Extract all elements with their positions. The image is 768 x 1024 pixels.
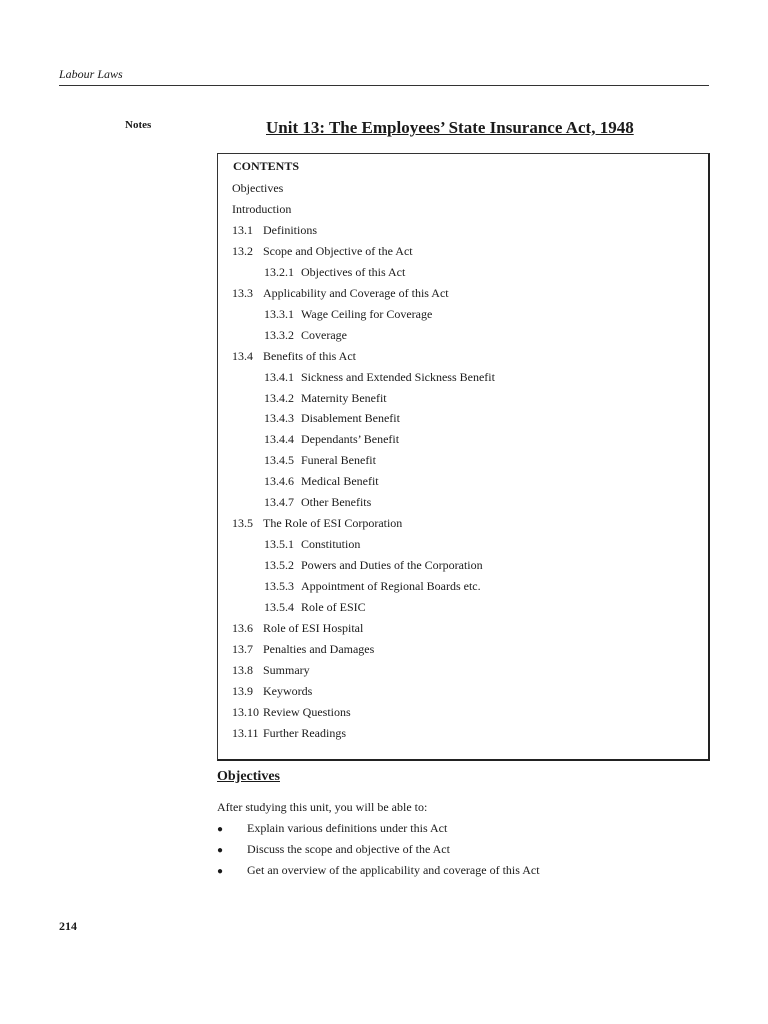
toc-item-number: 13.4 bbox=[232, 348, 253, 363]
toc-item-number: 13.2.1 bbox=[264, 264, 294, 279]
toc-item-label: Summary bbox=[263, 662, 310, 677]
objective-text: Explain various definitions under this Act bbox=[247, 821, 448, 835]
toc-item-number: 13.5 bbox=[232, 516, 253, 531]
toc-item bbox=[232, 200, 291, 218]
toc-item-label: Objectives of this Act bbox=[301, 264, 406, 279]
notes-label: Notes bbox=[125, 119, 152, 131]
bullet-icon: ● bbox=[217, 824, 224, 835]
toc-item bbox=[232, 242, 413, 260]
toc-item-number: 13.9 bbox=[232, 683, 253, 698]
toc-item bbox=[264, 556, 483, 574]
toc-item bbox=[264, 326, 347, 344]
toc-item-number: 13.4.4 bbox=[264, 432, 294, 447]
toc-item bbox=[264, 493, 371, 511]
objective-item bbox=[217, 863, 540, 878]
toc-item bbox=[264, 409, 400, 427]
toc-item-label: Applicability and Coverage of this Act bbox=[263, 285, 449, 300]
toc-item-label: Disablement Benefit bbox=[301, 411, 400, 426]
toc-item-number: 13.5.1 bbox=[264, 537, 294, 552]
toc-item-number: 13.5.2 bbox=[264, 558, 294, 573]
page-number: 214 bbox=[59, 919, 77, 933]
objective-text: Get an overview of the applicability and coverage of this Act bbox=[247, 863, 540, 877]
toc-item-label: Introduction bbox=[232, 201, 292, 216]
toc-item-label: Objectives bbox=[232, 181, 284, 195]
toc-item-number: 13.3.2 bbox=[264, 327, 294, 342]
contents-box bbox=[217, 153, 710, 761]
toc-item bbox=[232, 179, 283, 197]
toc-item-label: Penalties and Damages bbox=[263, 641, 375, 656]
objectives-intro: After studying this unit, you will be able to: bbox=[217, 800, 428, 814]
toc-item-number: 13.4.1 bbox=[264, 369, 294, 384]
toc-item-label: Further Readings bbox=[263, 725, 346, 740]
toc-item-label: Benefits of this Act bbox=[263, 348, 356, 363]
toc-item bbox=[264, 535, 360, 553]
toc-item bbox=[264, 389, 387, 407]
toc-item bbox=[264, 430, 399, 448]
toc-item bbox=[232, 347, 356, 365]
toc-item-number: 13.3 bbox=[232, 285, 253, 300]
toc-item bbox=[232, 661, 310, 679]
toc-item bbox=[264, 263, 405, 281]
bullet-icon: ● bbox=[217, 866, 224, 877]
toc-item-label: Coverage bbox=[301, 327, 347, 342]
toc-item-label: Role of ESIC bbox=[301, 600, 366, 614]
toc-item-number: 13.8 bbox=[232, 662, 253, 677]
toc-item-number: 13.1 bbox=[232, 222, 253, 237]
toc-item-number: 13.7 bbox=[232, 641, 253, 656]
toc-item bbox=[264, 305, 432, 323]
toc-item bbox=[232, 682, 312, 700]
toc-item-number: 13.4.5 bbox=[264, 453, 294, 468]
toc-item-label: Medical Benefit bbox=[301, 474, 379, 489]
toc-item-number: 13.2 bbox=[232, 243, 253, 258]
toc-item bbox=[232, 514, 402, 532]
toc-item-number: 13.3.1 bbox=[264, 306, 294, 321]
toc-item bbox=[264, 368, 495, 386]
toc-item-number: 13.5.4 bbox=[264, 600, 294, 614]
running-head: Labour Laws bbox=[59, 67, 123, 81]
toc-item bbox=[264, 598, 366, 616]
toc-item-number: 13.4.3 bbox=[264, 411, 294, 426]
toc-item bbox=[232, 703, 351, 721]
toc-item bbox=[232, 619, 363, 637]
toc-item-number: 13.5.3 bbox=[264, 579, 294, 594]
toc-item-label: Powers and Duties of the Corporation bbox=[301, 558, 483, 573]
toc-item-label: Other Benefits bbox=[301, 495, 372, 510]
toc-item-label: Scope and Objective of the Act bbox=[263, 243, 413, 258]
objectives-heading: Objectives bbox=[217, 769, 280, 784]
toc-item-label: Sickness and Extended Sickness Benefit bbox=[301, 369, 495, 384]
toc-item-number: 13.4.7 bbox=[264, 495, 294, 510]
header-rule bbox=[59, 85, 709, 86]
objective-text: Discuss the scope and objective of the Act bbox=[247, 842, 450, 856]
toc-item bbox=[264, 472, 379, 490]
toc-item-label: Maternity Benefit bbox=[301, 390, 387, 405]
toc-item-number: 13.6 bbox=[232, 620, 253, 635]
objective-item bbox=[217, 821, 447, 836]
toc-item bbox=[232, 284, 449, 302]
toc-item-label: Definitions bbox=[263, 222, 317, 237]
toc-item bbox=[264, 577, 481, 595]
toc-item bbox=[232, 724, 346, 742]
toc-item-number: 13.10 bbox=[232, 704, 259, 719]
toc-item-label: Appointment of Regional Boards etc. bbox=[301, 579, 481, 594]
toc-item-label: Constitution bbox=[301, 537, 361, 552]
toc-item-label: Wage Ceiling for Coverage bbox=[301, 306, 433, 321]
toc-item-label: Keywords bbox=[263, 683, 313, 698]
toc-item-label: Role of ESI Hospital bbox=[263, 620, 364, 635]
bullet-icon: ● bbox=[217, 845, 224, 856]
toc-item-number: 13.4.2 bbox=[264, 390, 294, 405]
toc-item-number: 13.11 bbox=[232, 725, 259, 740]
toc-item-label: Dependants’ Benefit bbox=[301, 432, 400, 447]
toc-item-number: 13.4.6 bbox=[264, 474, 294, 489]
toc-item-label: Funeral Benefit bbox=[301, 453, 376, 468]
toc-item bbox=[232, 221, 317, 239]
toc-item bbox=[232, 640, 374, 658]
toc-item-label: The Role of ESI Corporation bbox=[263, 516, 403, 531]
toc-item-label: Review Questions bbox=[263, 704, 351, 719]
unit-title: Unit 13: The Employees’ State Insurance Act, 1948 bbox=[266, 118, 634, 137]
objective-item bbox=[217, 842, 450, 857]
toc-item bbox=[264, 451, 376, 469]
contents-heading: CONTENTS bbox=[233, 159, 300, 173]
